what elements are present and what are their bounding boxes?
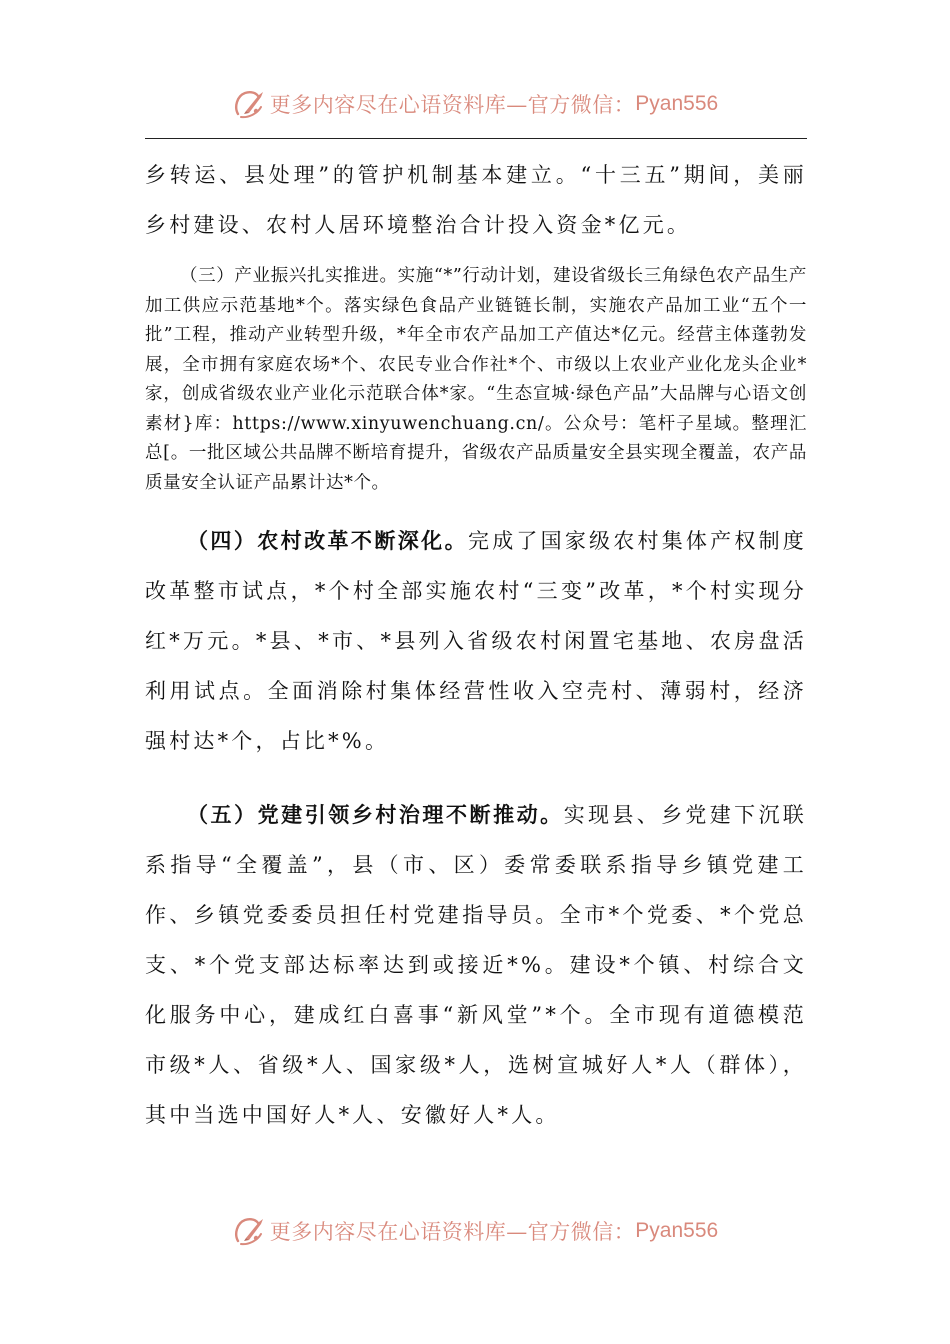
footer-banner [0,1211,950,1251]
paragraph-party-building-text: 实现县、乡党建下沉联系指导“全覆盖”，县（市、区）委常委联系指导乡镇党建工作、乡镇党委委员担任村党建指导员。全市*个党委、*个党总支、*个党支部达标率达到或接近*%。建设*个镇、村综合文化服务中心，建成红白喜事“新风堂”*个。全市现有道德模范市级*人、省级*人、国家级*人，选树宣城好人*人（群体），其中当选中国好人*人、安徽好人*人。 [145,803,807,1127]
paragraph-reform [145,516,807,766]
pen-nib-logo-icon [232,1214,266,1248]
banner-wechat-id: Pyan556 [635,92,719,115]
document-body [145,150,807,1140]
header-divider [145,138,807,139]
banner-text: 更多内容尽在心语资料库—官方微信： [269,93,636,117]
section-heading-party-building: （五）党建引领乡村治理不断推动。 [187,803,564,827]
paragraph-reform-text: 完成了国家级农村集体产权制度改革整市试点，*个村全部实施农村“三变”改革，*个村实现分红*万元。*县、*市、*县列入省级农村闲置宅基地、农房盘活利用试点。全面消除村集体经营性收入空壳村、薄弱村，经济强村达*个，占比*%。 [145,529,807,753]
footer-banner-text: 更多内容尽在心语资料库—官方微信： [269,1220,636,1244]
paragraph-continued: 乡转运、县处理”的管护机制基本建立。“十三五”期间，美丽乡村建设、农村人居环境整治合计投入资金*亿元。 [145,163,807,237]
header-banner [0,84,950,124]
paragraph-industry: （三）产业振兴扎实推进。实施“*”行动计划，建设省级长三角绿色农产品生产加工供应示范基地*个。落实绿色食品产业链链长制，实施农产品加工业“五个一批”工程，推动产业转型升级，*年全市农产品加工产值达*亿元。经营主体蓬勃发展，全市拥有家庭农场*个、农民专业合作社*个、市级以上农业产业化龙头企业*家，创成省级农业产业化示范联合体*家。“生态宣城·绿色产品”大品牌与心语文创素材}库：https://www.xinyuwenchuang.cn/。公众号：笔杆子星域。整理汇总[。一批区域公共品牌不断培育提升，省级农产品质量安全县实现全覆盖，农产品质量安全认证产品累计达*个。 [145,266,807,493]
pen-nib-logo-icon [232,87,266,121]
paragraph-party-building [145,790,807,1140]
footer-banner-wechat-id: Pyan556 [635,1219,719,1242]
section-heading-reform: （四）农村改革不断深化。 [187,529,468,553]
